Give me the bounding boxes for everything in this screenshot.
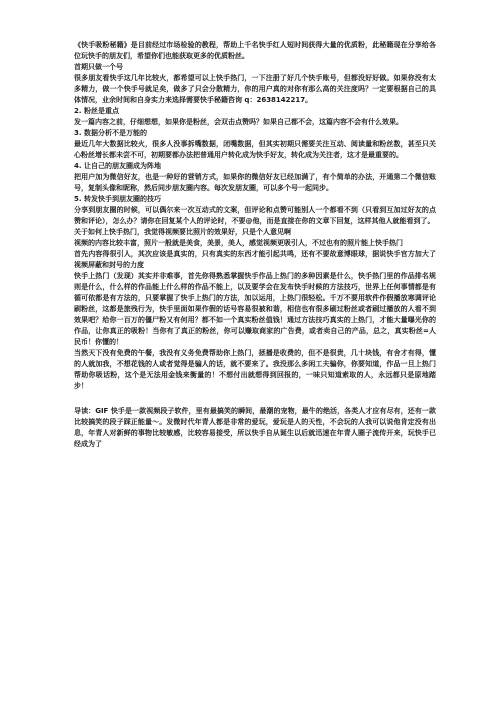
section-heading: 3. 数据分析不是万能的 [74,129,147,137]
intro-paragraph: 《快手吸粉秘籍》是目前经过市场检验的教程，帮助上千名快手红人短时间获得大量的优质粉，此秘籍现在分享给各位玩快手的朋友们，希望你们也能获取更多的优质粉丝。 [74,41,436,60]
section-heading: 5. 转发快手到朋友圈的技巧 [74,195,161,203]
section-heading: 首期只做一个号 [74,63,123,71]
section-body: 首先内容得很引人，其次应该是真实的，只有真实的东西才能引起共鸣，还有不要故意博眼球，据说快手官方加大了视频屏蔽和封号的力度 [74,250,436,269]
section-4 [74,161,436,194]
spacer [74,392,436,406]
section-body: 把用户加为微信好友，也是一种好的营销方式，如果你的微信好友已经加满了，有个简单的办法，开通第二个微信账号，复制头像和昵称，然后同步朋友圈内容。每次发朋友圈，可以多个号一起同步。 [74,173,436,192]
section-body: 很多朋友看快手这几年比较火，都希望可以上快手热门，一下注册了好几个快手账号，但都没好好做。如果你没有太多精力，做一个快手号就足矣，做多了只会分散精力，你的用户真的对你有那么高的关注度吗？一定要根据自己的具体情况，业余时间和自身实力来选择需要快手秘籍咨询 q：2638142217。 [74,74,436,104]
section-6 [74,227,436,238]
section-heading: 视频的内容比较丰富，照片一般就是美食，美景，美人，感觉视频更吸引人，不过也有的照片能上快手热门 [74,239,403,247]
section-heading: 关于如何上快手热门，我觉得视频要比照片的效果好，只是个人意见啊 [74,228,291,236]
section-heading: 4. 让自己的朋友圈成为阵地 [74,162,161,170]
section-8 [74,271,436,348]
section-5 [74,194,436,227]
section-body: 发一篇内容之前，仔细想想，如果你是粉丝，会双击点赞吗？如果自己都不会，这篇内容不会有什么效果。 [74,118,403,126]
section-7 [74,238,436,271]
section-2 [74,106,436,128]
section-3 [74,128,436,161]
outro-paragraph: 导读：GIF 快手是一款视频段子软件，里有最搞笑的瞬间，最潮的宠物，最牛的绝活，各类人才应有尽有，还有一款比较搞笑的段子踩正能量～。发微时代年青人都是非常的爱玩，爱玩是人的天性，不会玩的人我可以说他肯定没有出息，年青人对新鲜的事物比较敏感，比较容易接受，所以快手自从诞生以后就迅速在年青人圈子流传开来，玩快手已经成为了 [74,407,436,448]
section-body: 快手上热门（发现）其实并非难事，首先你得熟悉掌握快手作品上热门的多种因素是什么，快手热门里的作品排名规则是什么，什么样的作品能上什么样的作品不能上，以及要学会在发布快手时候的方法技巧，世界上任何事情都是有循可依都是有方法的，只要掌握了快手上热门的方法，加以运用，上热门很轻松。千万不要用软件作假播放寒调评论刷粉丝，这都是旅残行为，快手里面如果作假的话号容易很被和谐，相信也有很多刷过粉丝或者刷过播放的人看不到效果吧？给你一百万的僵尸粉又有何用？都不如一个真实粉丝值钱！通过方法技巧真实的上热门，才能大量曝光你的作品，让你真正的吸粉！当你有了真正的粉丝，你可以赚取商家的广告费，或者卖自己的产品，总之，真实粉丝=人民币！你懂的！ [74,272,436,346]
section-body: 最近几年大数据比较火，很多人没事拆嘴数据，闭嘴数据，但其实初期只需要关注互动、阅读量和粉丝数，甚至只关心粉丝增长都未尝不可，初期要都办法把普通用户转化成为快手好友，转化成为关注者，这才是最重要的。 [74,140,436,159]
section-9 [74,348,436,392]
section-heading: 2. 粉丝是重点 [74,107,119,115]
section-1 [74,62,436,106]
section-body: 分享到朋友圈的时候，可以偶尔来一次互动式的文案，但评论和点赞可能别人一个都看不到（只看到互加过好友的点赞和评论），怎么办？请你在回复某个人的评论时，不要@他，而是直接在你的文章下回复，这样其他人就能看到了。 [74,206,436,225]
section-body: 当然天下没有免费的午餐，我没有义务免费帮助你上热门，拯播是收费的，但不是很贵，几十块钱，有舍才有得，懂的人就加我，不想花钱的人或者觉得是骗人的话，就不要来了。我没那么多闲工夫骗你，你要知道，作品一旦上热门帮助你吸话粉，这个是无法用金钱来衡量的！不想付出就想得到回报的，一味只知道索取的人，永远都只是原地踏步！ [74,349,436,390]
